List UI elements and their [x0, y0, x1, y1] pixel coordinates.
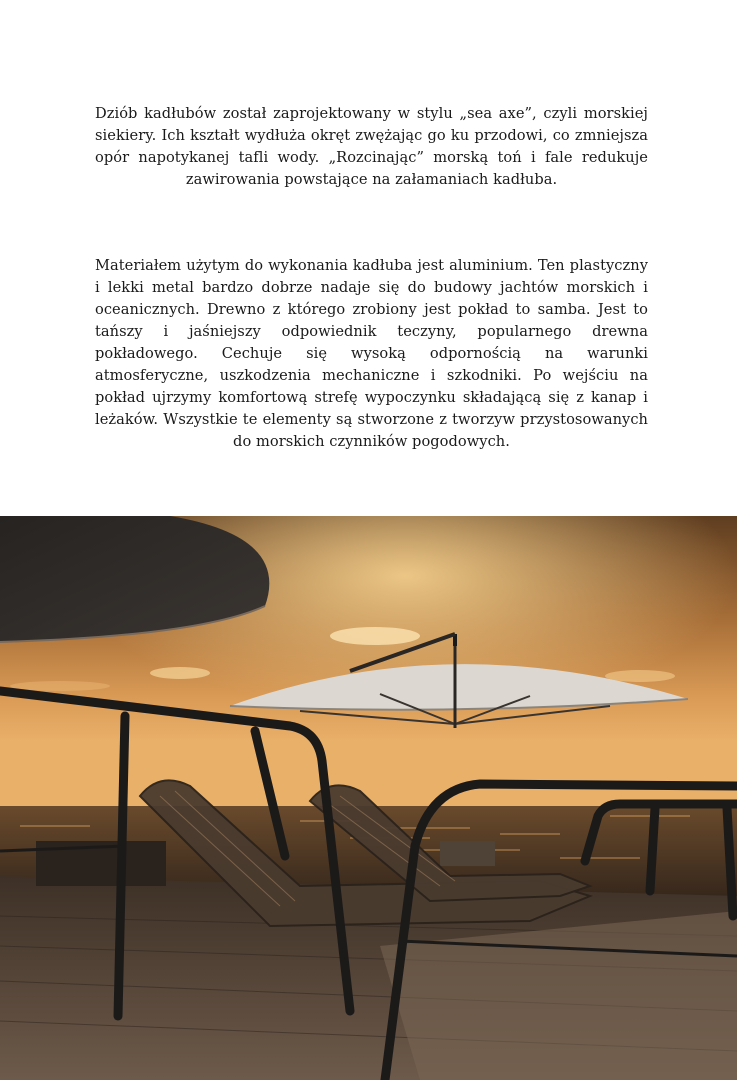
yacht-deck-sunset-photo [0, 516, 737, 1080]
description-paragraph-materials: Materiałem użytym do wykonania kadłuba jest aluminium. Ten plastyczny i lekki metal bardzo dobrze nadaje się do budowy jachtów morskich i oceanicznych. Drewno z którego zrobiony jest pokład to samba. Jest to tańszy i jaśniejszy odpowiednik teczyny, popularnego drewna pokładowego. Cechuje się wysoką odpornością na warunki atmosferyczne, uszkodzenia mechaniczne i szkodniki. Po wejściu na pokład ujrzymy komfortową strefę wypoczynku składającą się z kanap i leżaków. Wszystkie te elementy są stworzone z tworzyw przystosowanych do morskich czynników pogodowych. [95, 257, 648, 450]
description-paragraph-hull-bow: Dziób kadłubów został zaprojektowany w stylu „sea axe”, czyli morskiej siekiery. Ich kształt wydłuża okręt zwężając go ku przodowi, co zmniejsza opór napotykanej tafli wody. „Rozcinając” morską toń i fale redukuje zawirowania powstające na załamaniach kadłuba. [95, 105, 648, 188]
